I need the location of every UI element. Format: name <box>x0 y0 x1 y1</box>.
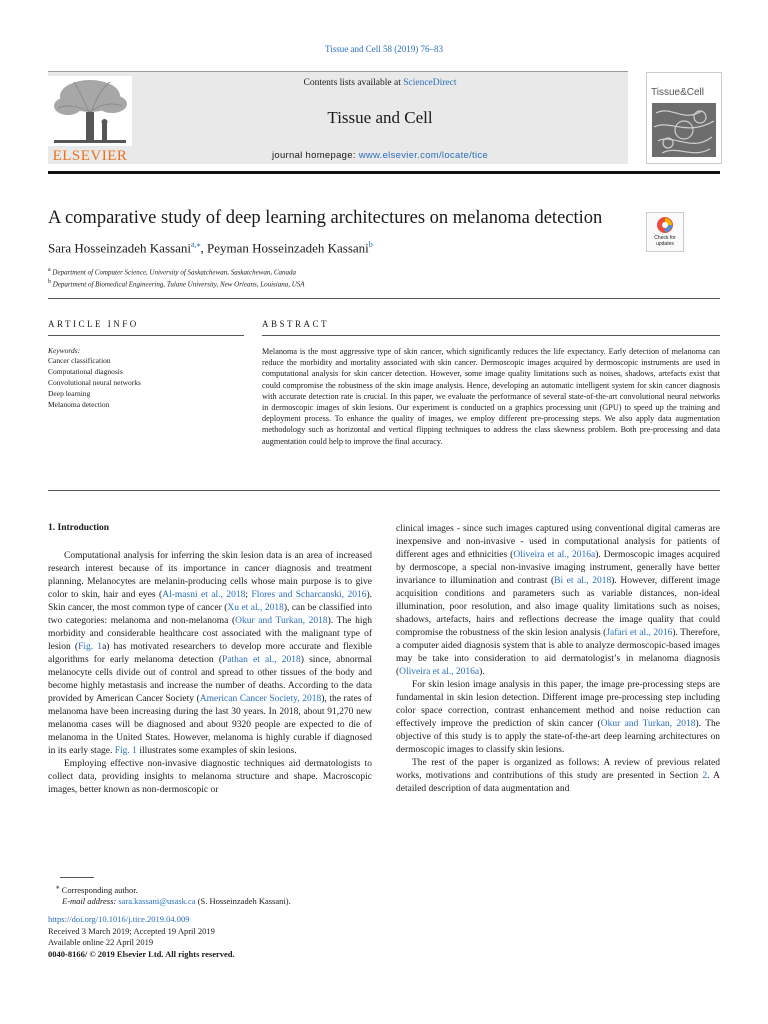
text-run: ). Therefore, a computer aided diagnosis system that is able to analyze dermoscopic-based images may be take into consideration to aid dermatologist’s in melanoma diagnosis ( <box>396 628 721 677</box>
article-title: A comparative study of deep learning architectures on melanoma detection <box>48 208 603 228</box>
paragraph <box>396 679 720 757</box>
text-run: ). Dermoscopic images acquired by dermoscope, a special non-invasive imaging instrument, generally have better invariance to illumination and contrast ( <box>396 550 720 586</box>
doi-link[interactable]: https://doi.org/10.1016/j.tice.2019.04.009 <box>48 914 190 924</box>
text-run: Computational analysis for inferring the skin lesion data is an area of increased research interest because of its importance in cancer diagnosis and treatment planning. Melanocytes are melanin-producing cells whose main purpose is to give color to skin, hair and eyes ( <box>48 551 372 600</box>
text-run: ), can be classified into two categories: melanoma and non-melanoma ( <box>48 603 373 626</box>
author-affiliation-mark[interactable]: a,⁎ <box>190 240 201 249</box>
cover-title: Tissue&Cell <box>651 87 704 98</box>
author-name[interactable]: Sara Hosseinzadeh Kassani <box>48 240 191 256</box>
text-run: For skin lesion image analysis in this paper, the image pre-processing steps are fundamental in skin lesion detection. Different image pre-processing step including color space correction, contrast enhancement method and noise reduction can effectively improve the prediction of skin cancer ( <box>396 680 720 729</box>
author-affiliation-mark[interactable]: b <box>368 240 373 249</box>
corresponding-author-note: ⁎ Corresponding author. <box>56 883 138 895</box>
citation-link[interactable]: Fig. 1 <box>78 642 103 652</box>
affiliation-a: $^a$ Department of Computer Science, University of Saskatchewan, Saskatchewan, Canada <box>48 267 297 277</box>
journal-homepage: journal homepage: www.elsevier.com/locate/tice <box>271 150 489 161</box>
citation-link[interactable]: Fig. 1 <box>114 746 137 756</box>
citation-link[interactable]: Okur and Turkan, 2018 <box>235 616 328 626</box>
paragraph <box>396 757 720 796</box>
text-run: ). The objective of this study is to apply the state-of-the-art deep learning architectures on dermoscopic images to classify skin lesions. <box>396 719 721 755</box>
body-column-right <box>396 523 720 796</box>
contents-availability: Contents lists available at ScienceDirect <box>303 78 457 88</box>
citation-link[interactable]: 2 <box>702 771 708 781</box>
author-list: Sara Hosseinzadeh Kassani$^{a,⁎}$, Peyman Hosseinzadeh Kassani$^b$ <box>48 240 373 256</box>
keyword-item: Deep learning <box>48 389 91 398</box>
header-thick-rule <box>48 171 720 174</box>
email-link[interactable]: sara.kassani@usask.ca <box>118 896 196 907</box>
affiliation-b: $^b$ Department of Biomedical Engineering, Tulane University, New Orleans, Louisiana, USA <box>48 279 305 289</box>
citation-link[interactable]: Jafari et al., 2016 <box>606 628 673 638</box>
citation-link[interactable]: Okur and Turkan, 2018 <box>600 719 696 729</box>
check-for-updates-badge[interactable] <box>646 212 684 252</box>
text-run: ), the rates of melanoma have been increasing during the last 30 years. In 2018, about 91,270 new melanoma cases will be diagnosed and about 9320 people are expected to die of melanoma in the United States. However, melanoma is highly curable if diagnosed in its early stage. <box>48 694 373 756</box>
keywords-block <box>48 346 244 410</box>
publication-meta <box>48 914 548 960</box>
text-run: illustrates some examples of skin lesions. <box>136 746 297 756</box>
paragraph <box>48 550 372 758</box>
abstract-heading: ABSTRACT <box>262 319 330 329</box>
homepage-link[interactable]: www.elsevier.com/locate/tice <box>358 150 489 161</box>
elsevier-logo[interactable] <box>48 76 132 164</box>
text-run: ). <box>479 667 485 677</box>
divider <box>262 335 720 336</box>
citation-link[interactable]: American Cancer Society, 2018 <box>199 694 322 704</box>
text-run: ). However, different image acquisition conditions and parameters such as variable distances, non-ideal illumination, poor resolution, and also image quality limitations such as noises, shadows, artefacts, hairs and reflections decrease the image quality that could compromise the robustness of the skin lesion analysis ( <box>396 576 720 638</box>
abstract-text: Melanoma is the most aggressive type of skin cancer, which significantly reduces the life expectancy. Early detection of melanoma can reduce the morbidity and mortality associated with skin cancer. Dermoscopic images acquired by dermoscopic instruments are used in computational analysis for skin cancer detection. However, some image quality limitations such as noises, shadows, artefacts exist that could compromise the robustness of the skin image analysis. Hence, developing an automatic intelligent system for skin cancer diagnosis with accurate detection rate is crucial. In this paper, we evaluate the performance of several state-of-the-art convolutional neural networks in dermoscopic images of skin lesions. Our experiment is conducted on a graphics processing unit (GPU) to speed up the training and deployment process. To enhance the quality of images, we employ different pre-processing steps. We also apply data augmentation methodology such as horizontal and vertical flipping techniques to address the class skewness problem. Both pre-processing and data augmentation could help to improve the final accuracy. <box>262 347 720 446</box>
copyright-notice: 0040-8166/ © 2019 Elsevier Ltd. All rights reserved. <box>48 948 235 959</box>
journal-title: Tissue and Cell <box>327 108 433 127</box>
citation-link[interactable]: Oliveira et al., 2016a <box>513 550 596 560</box>
elsevier-wordmark: ELSEVIER <box>52 148 128 164</box>
text-run: a) has motivated researchers to develop more accurate and flexible algorithms for early melanoma detection ( <box>48 642 372 665</box>
paragraph <box>48 758 372 797</box>
section-heading-introduction: 1. Introduction <box>48 523 110 533</box>
citation-link[interactable]: Al-masni et al., 2018 <box>162 590 246 600</box>
citation-link[interactable]: Xu et al., 2018 <box>227 603 284 613</box>
email-note: E-mail address: sara.kassani@usask.ca (S. Hosseinzadeh Kassani). <box>62 896 291 907</box>
journal-citation[interactable]: Tissue and Cell 58 (2019) 76–83 <box>325 44 443 54</box>
text-run: ). Skin cancer, the most common type of cancer ( <box>48 590 372 613</box>
divider <box>48 335 244 336</box>
online-date: Available online 22 April 2019 <box>48 937 154 947</box>
text-run: The rest of the paper is organized as follows: A review of previous related works, motivations and contributions of this study are presented in Section <box>396 758 720 781</box>
text-run: . A detailed description of data augmentation and <box>396 771 720 794</box>
divider <box>48 298 720 299</box>
author-name[interactable]: Peyman Hosseinzadeh Kassani <box>207 240 369 256</box>
footnote-divider <box>60 877 94 878</box>
text-run: Employing effective non-invasive diagnostic techniques aid dermatologists to collect data, providing insights to melanoma structure and shape. Macroscopic images, better known as non-dermoscopic or <box>48 759 372 795</box>
check-updates-label: Check for updates <box>654 235 676 247</box>
keyword-list <box>48 355 244 410</box>
text-run: ). The high morbidity and considerable healthcare cost associated with the malignant type of lesion ( <box>48 616 373 652</box>
citation-link[interactable]: Pathan et al., 2018 <box>222 655 301 665</box>
text-run: ; <box>245 590 252 600</box>
body-column-left <box>48 550 372 797</box>
text-run: ) since, abnormal melanocyte cells divide out of control and spread to other tissues of the body and become highly metastasis and increase the number of deaths. According to the data provided by American Cancer Society ( <box>48 655 372 704</box>
sciencedirect-link[interactable]: ScienceDirect <box>403 78 457 88</box>
citation-link[interactable]: Flores and Scharcanski, 2016 <box>251 590 367 600</box>
cover-image-icon <box>652 103 716 157</box>
text-run: clinical images - since such images captured using conventional digital cameras are inexpensive and non-invasive - used in computational analysis for patients of different ages and ethnicities ( <box>396 524 720 560</box>
journal-cover-thumbnail[interactable] <box>646 72 722 164</box>
citation-link[interactable]: Bi et al., 2018 <box>554 576 612 586</box>
keyword-item: Melanoma detection <box>48 400 110 409</box>
article-info-heading: ARTICLE INFO <box>48 319 139 329</box>
divider <box>48 490 720 491</box>
check-updates-icon <box>656 216 674 234</box>
keyword-item: Computational diagnosis <box>48 367 123 376</box>
footnotes <box>48 882 548 908</box>
received-dates: Received 3 March 2019; Accepted 19 April 2019 <box>48 925 215 936</box>
paragraph <box>396 523 720 679</box>
keyword-item: Cancer classification <box>48 356 111 365</box>
elsevier-tree-icon <box>48 76 132 146</box>
keyword-item: Convolutional neural networks <box>48 378 141 387</box>
citation-link[interactable]: Oliveira et al., 2016a <box>399 667 480 677</box>
keywords-label: Keywords: <box>48 346 81 355</box>
